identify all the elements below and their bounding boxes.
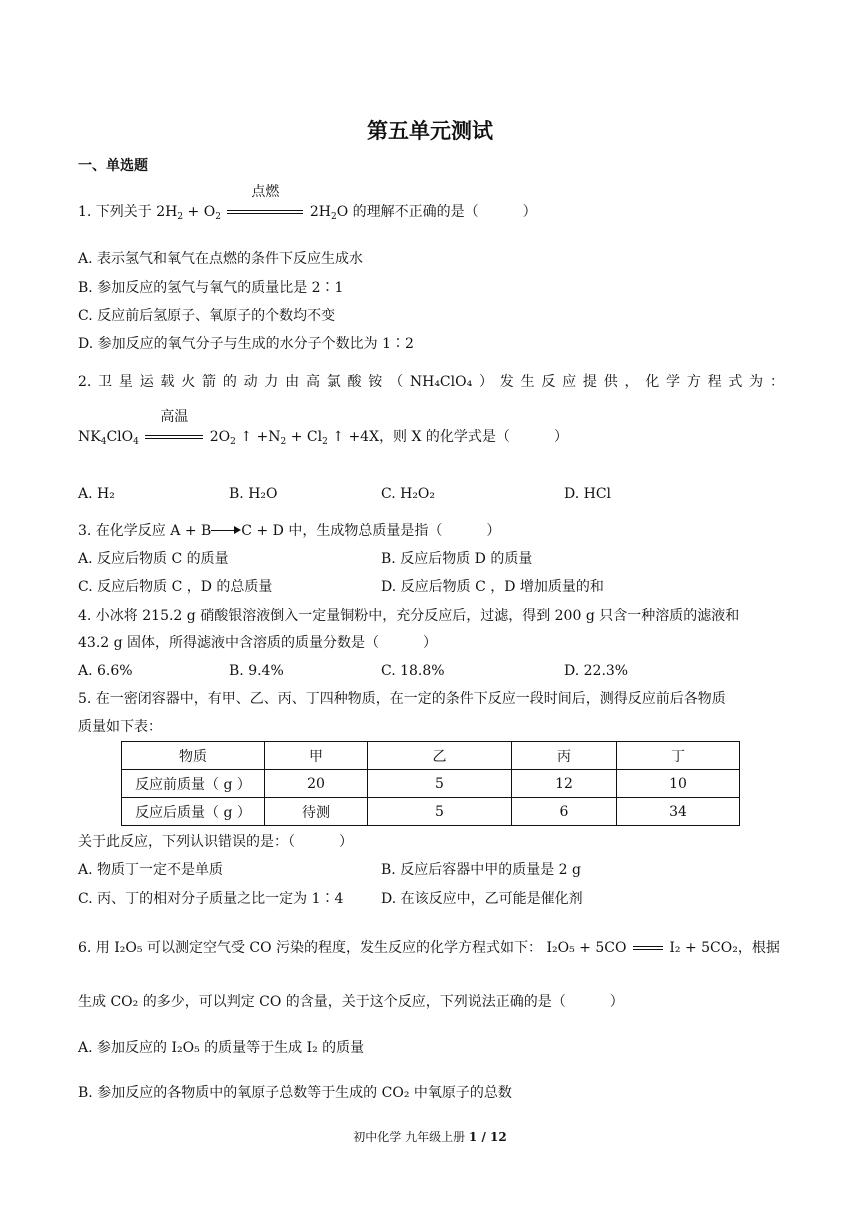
page-number: 1 / 12 [468, 1130, 507, 1144]
table-header-cell: 物质 [122, 742, 265, 770]
question-4-option-d: D. 22.3% [564, 663, 629, 679]
question-3-option-a: A. 反应后物质 C 的质量 [78, 551, 229, 567]
question-2-equation: $NK_4ClO_4$ 高温 $2O_2$ ↑ $+N_2 + Cl_2$ ↑ +4X，则 X 的化学式是（ ） [78, 409, 568, 447]
table-cell: 6 [512, 798, 617, 826]
question-6-option-a: A. 参加反应的 I₂O₅ 的质量等于生成 I₂ 的质量 [78, 1040, 365, 1056]
question-6-option-b: B. 参加反应的各物质中的氧原子总数等于生成的 CO₂ 中氧原子的总数 [78, 1085, 512, 1101]
reaction-condition-equals [145, 409, 203, 446]
table-header-cell: 丁 [617, 742, 740, 770]
page-footer: 初中化学 九年级上册 1 / 12 [353, 1130, 507, 1144]
table-cell: 5 [368, 798, 512, 826]
table-cell: 反应后质量（ g ） [122, 798, 265, 826]
question-1-stem: 1. 下列关于 $2H_2 + O_2$ 点燃 $2H_2O$ 的理解不正确的是（ ） [78, 184, 537, 222]
table-row [122, 798, 740, 826]
table-cell: 待测 [265, 798, 368, 826]
table-header-row [122, 742, 740, 770]
page-title: 第五单元测试 [367, 119, 493, 143]
question-1-option-d: D. 参加反应的氧气分子与生成的水分子个数比为 1∶2 [78, 336, 414, 352]
table-header-cell: 丙 [512, 742, 617, 770]
question-4-option-c: C. 18.8% [381, 663, 445, 679]
question-1-option-a: A. 表示氢气和氧气在点燃的条件下反应生成水 [78, 251, 364, 267]
question-2-stem-line1: 2. 卫 星 运 载 火 箭 的 动 力 由 高 氯 酸 铵 （ NH₄ClO₄ ） 发 生 反 应 提 供 ， 化 学 方 程 式 为 ： [78, 374, 784, 390]
question-2-option-b: B. H₂O [229, 486, 278, 502]
question-3-option-d: D. 反应后物质 C ，D 增加质量的和 [381, 579, 604, 595]
condition-label: 高温 [160, 409, 189, 425]
table-cell: 34 [617, 798, 740, 826]
section-heading: 一、单选题 [78, 158, 148, 174]
question-5-option-a: A. 物质丁一定不是单质 [78, 862, 224, 878]
table-cell: 10 [617, 770, 740, 798]
mass-table [121, 741, 740, 826]
question-5-option-d: D. 在该反应中，乙可能是催化剂 [381, 891, 583, 907]
table-header-cell: 甲 [265, 742, 368, 770]
question-4-stem-line2: 43.2 g 固体，所得滤液中含溶质的质量分数是（ ） [78, 635, 438, 651]
table-header-cell: 乙 [368, 742, 512, 770]
equals-sign [633, 939, 663, 957]
question-3-stem: 3. 在化学反应 A + B C + D 中，生成物总质量是指（ ） [78, 523, 501, 539]
question-3-option-c: C. 反应后物质 C ，D 的总质量 [78, 579, 273, 595]
question-2-option-d: D. HCl [564, 486, 612, 502]
reaction-arrow-icon [211, 526, 241, 536]
question-1-option-b: B. 参加反应的氢气与氧气的质量比是 2∶1 [78, 280, 344, 296]
table-cell: 5 [368, 770, 512, 798]
table-cell: 12 [512, 770, 617, 798]
question-2-option-a: A. H₂ [78, 486, 115, 502]
question-2-option-c: C. H₂O₂ [381, 486, 436, 502]
table-cell: 20 [265, 770, 368, 798]
reaction-condition-equals [227, 184, 303, 221]
question-5-stem-line1: 5. 在一密闭容器中，有甲、乙、丙、丁四种物质，在一定的条件下反应一段时间后，测得反应前后各物质 [78, 691, 726, 707]
question-4-option-b: B. 9.4% [229, 663, 284, 679]
question-4-option-a: A. 6.6% [78, 663, 133, 679]
question-5-option-c: C. 丙、丁的相对分子质量之比一定为 1∶4 [78, 891, 344, 907]
question-4-stem-line1: 4. 小冰将 215.2 g 硝酸银溶液倒入一定量铜粉中，充分反应后，过滤，得到 200 g 只含一种溶质的滤液和 [78, 608, 740, 624]
question-1-option-c: C. 反应前后氢原子、氧原子的个数均不变 [78, 308, 336, 324]
condition-label: 点燃 [251, 184, 280, 200]
question-6-stem-line2: 生成 CO₂ 的多少，可以判定 CO 的含量，关于这个反应，下列说法正确的是（ ） [78, 994, 624, 1010]
table-cell: 反应前质量（ g ） [122, 770, 265, 798]
question-5-prompt: 关于此反应，下列认识错误的是：（ ） [78, 834, 353, 850]
question-3-option-b: B. 反应后物质 D 的质量 [381, 551, 533, 567]
question-5-option-b: B. 反应后容器中甲的质量是 2 g [381, 862, 581, 878]
question-5-stem-line2: 质量如下表： [78, 719, 162, 735]
table-row [122, 770, 740, 798]
question-6-stem-line1: 6. 用 I₂O₅ 可以测定空气受 CO 污染的程度，发生反应的化学方程式如下： I₂O₅ + 5CO I₂ + 5CO₂，根据 [78, 940, 780, 956]
